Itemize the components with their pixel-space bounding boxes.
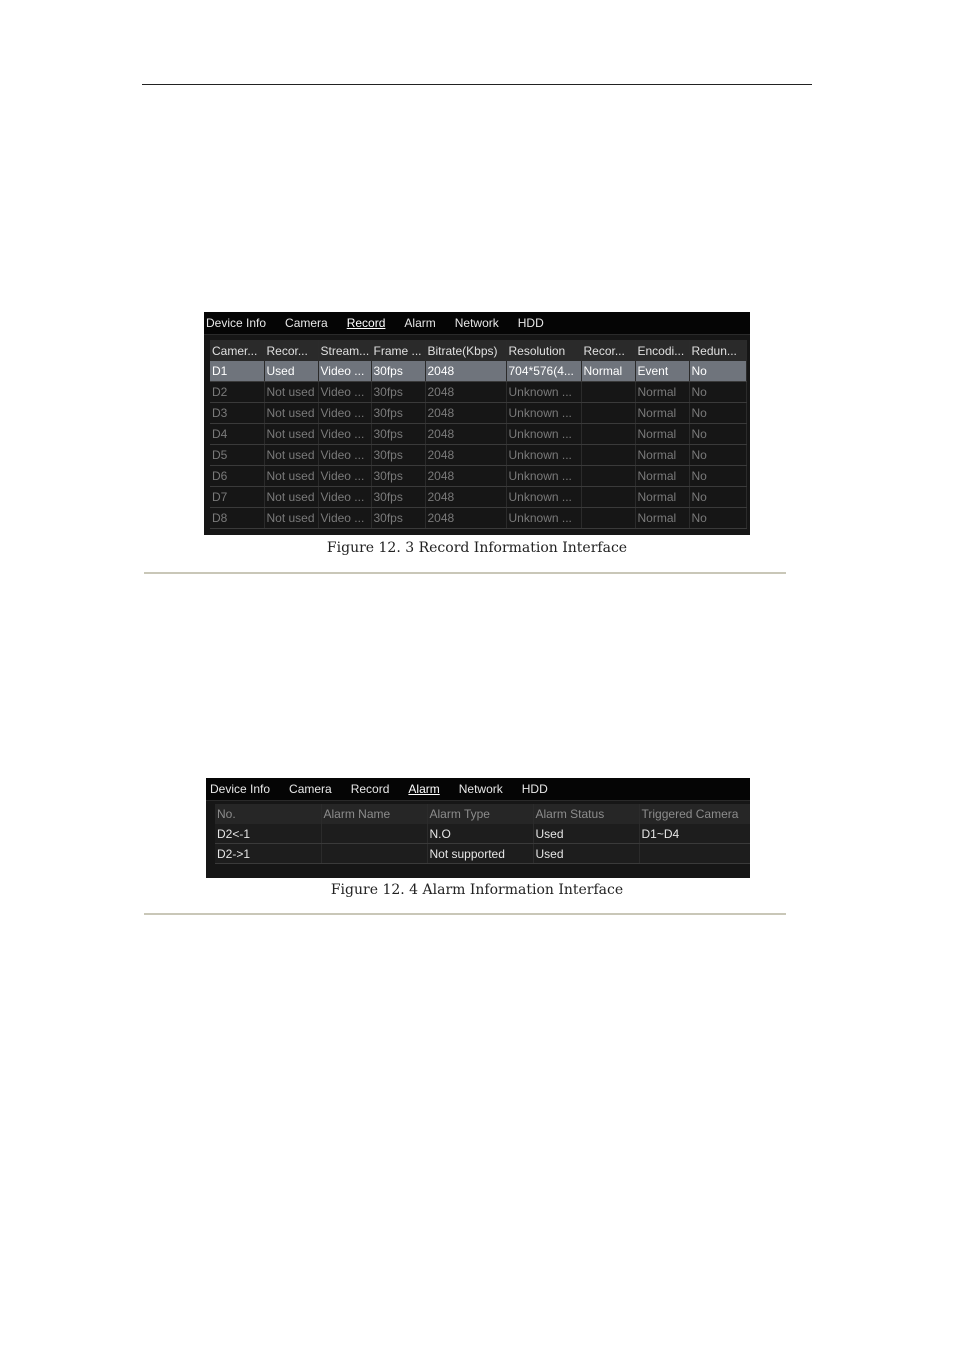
page-header-rule xyxy=(142,84,812,85)
table-row[interactable] xyxy=(210,361,746,382)
table-cell: Unknown ... xyxy=(506,487,581,508)
table-cell: Unknown ... xyxy=(506,403,581,424)
table-cell: Normal xyxy=(635,508,689,529)
figure-rule xyxy=(144,913,786,915)
table-cell: No xyxy=(689,445,746,466)
table-cell xyxy=(581,487,635,508)
tab-device-info[interactable]: Device Info xyxy=(206,316,267,330)
tab-network[interactable]: Network xyxy=(454,316,499,330)
table-cell xyxy=(321,824,427,844)
table-cell: Not used xyxy=(264,403,318,424)
table-row[interactable] xyxy=(210,403,746,424)
table-cell: 2048 xyxy=(425,403,506,424)
table-cell: Video ... xyxy=(318,445,371,466)
table-cell: 30fps xyxy=(371,487,425,508)
table-cell: D1~D4 xyxy=(639,824,750,844)
alarm-table xyxy=(215,804,750,864)
table-cell: Normal xyxy=(635,403,689,424)
table-cell: 30fps xyxy=(371,403,425,424)
table-row[interactable] xyxy=(210,508,746,529)
table-cell: Normal xyxy=(635,466,689,487)
table-cell: Not used xyxy=(264,445,318,466)
table-cell: Normal xyxy=(635,445,689,466)
table-cell: D8 xyxy=(210,508,264,529)
table-cell: Used xyxy=(533,824,639,844)
table-cell: Not used xyxy=(264,424,318,445)
figure-caption-alarm: Figure 12. 4 Alarm Information Interface xyxy=(330,882,624,898)
table-cell xyxy=(321,844,427,864)
table-cell xyxy=(581,508,635,529)
table-row[interactable] xyxy=(210,445,746,466)
alarm-info-panel xyxy=(206,778,750,878)
table-row[interactable] xyxy=(210,487,746,508)
table-cell: 30fps xyxy=(371,508,425,529)
table-cell: 2048 xyxy=(425,508,506,529)
tab-alarm[interactable]: Alarm xyxy=(408,782,440,796)
table-cell: Unknown ... xyxy=(506,466,581,487)
column-header[interactable]: Bitrate(Kbps) xyxy=(425,340,506,361)
record-tab-bar xyxy=(204,312,750,335)
table-row[interactable] xyxy=(210,382,746,403)
record-info-panel xyxy=(204,312,750,535)
column-header[interactable]: Encodi... xyxy=(635,340,689,361)
alarm-table-header xyxy=(215,804,750,824)
table-cell: Video ... xyxy=(318,487,371,508)
table-cell: Video ... xyxy=(318,361,371,382)
table-cell xyxy=(581,382,635,403)
table-cell: No xyxy=(689,382,746,403)
tab-network[interactable]: Network xyxy=(458,782,503,796)
column-header[interactable]: No. xyxy=(215,804,321,824)
table-cell: No xyxy=(689,424,746,445)
table-cell: Unknown ... xyxy=(506,508,581,529)
column-header[interactable]: Recor... xyxy=(581,340,635,361)
table-cell: Event xyxy=(635,361,689,382)
table-cell: D6 xyxy=(210,466,264,487)
figure-caption-record: Figure 12. 3 Record Information Interface xyxy=(326,540,628,556)
table-cell: No xyxy=(689,361,746,382)
column-header[interactable]: Alarm Status xyxy=(533,804,639,824)
table-cell: D7 xyxy=(210,487,264,508)
table-cell: N.O xyxy=(427,824,533,844)
table-cell: 2048 xyxy=(425,487,506,508)
table-cell: 2048 xyxy=(425,382,506,403)
table-cell: Normal xyxy=(635,382,689,403)
table-cell: 2048 xyxy=(425,466,506,487)
column-header[interactable]: Redun... xyxy=(689,340,746,361)
tab-camera[interactable]: Camera xyxy=(285,316,328,330)
figure-rule xyxy=(144,572,786,574)
tab-hdd[interactable]: HDD xyxy=(517,316,544,330)
table-row[interactable] xyxy=(215,844,750,864)
column-header[interactable]: Resolution xyxy=(506,340,581,361)
column-header[interactable]: Stream... xyxy=(318,340,371,361)
table-cell xyxy=(581,466,635,487)
tab-record[interactable]: Record xyxy=(350,782,390,796)
table-cell xyxy=(581,424,635,445)
table-cell: D4 xyxy=(210,424,264,445)
table-row[interactable] xyxy=(210,466,746,487)
table-cell: Normal xyxy=(581,361,635,382)
table-cell xyxy=(639,844,750,864)
table-cell: 30fps xyxy=(371,361,425,382)
table-cell: D2->1 xyxy=(215,844,321,864)
table-cell: Unknown ... xyxy=(506,382,581,403)
tab-camera[interactable]: Camera xyxy=(289,782,332,796)
table-cell: 30fps xyxy=(371,424,425,445)
table-cell: No xyxy=(689,403,746,424)
table-cell: No xyxy=(689,487,746,508)
table-cell: No xyxy=(689,466,746,487)
column-header[interactable]: Recor... xyxy=(264,340,318,361)
column-header[interactable]: Camer... xyxy=(210,340,264,361)
table-cell: 30fps xyxy=(371,445,425,466)
column-header[interactable]: Triggered Camera xyxy=(639,804,750,824)
table-cell: Not used xyxy=(264,382,318,403)
record-table xyxy=(210,340,747,529)
table-cell: Not used xyxy=(264,508,318,529)
table-cell: 30fps xyxy=(371,382,425,403)
table-cell: Used xyxy=(533,844,639,864)
table-cell: 704*576(4... xyxy=(506,361,581,382)
table-cell: Video ... xyxy=(318,424,371,445)
table-cell: No xyxy=(689,508,746,529)
table-cell: Normal xyxy=(635,424,689,445)
column-header[interactable]: Frame ... xyxy=(371,340,425,361)
table-cell: 30fps xyxy=(371,466,425,487)
table-cell: Unknown ... xyxy=(506,445,581,466)
table-cell: 2048 xyxy=(425,361,506,382)
table-cell: Video ... xyxy=(318,466,371,487)
table-cell: 2048 xyxy=(425,445,506,466)
table-cell: D2 xyxy=(210,382,264,403)
table-cell: D3 xyxy=(210,403,264,424)
table-cell: Not used xyxy=(264,466,318,487)
column-header[interactable]: Alarm Type xyxy=(427,804,533,824)
table-cell: Video ... xyxy=(318,403,371,424)
table-cell: Normal xyxy=(635,487,689,508)
table-cell: Not supported xyxy=(427,844,533,864)
tab-record[interactable]: Record xyxy=(346,316,386,330)
table-cell: D5 xyxy=(210,445,264,466)
table-cell: Used xyxy=(264,361,318,382)
table-cell: Not used xyxy=(264,487,318,508)
table-cell: 2048 xyxy=(425,424,506,445)
table-cell xyxy=(581,403,635,424)
table-cell: D1 xyxy=(210,361,264,382)
table-cell: Video ... xyxy=(318,508,371,529)
record-table-header xyxy=(210,340,746,361)
table-cell: Unknown ... xyxy=(506,424,581,445)
alarm-tab-bar xyxy=(206,778,750,801)
tab-alarm[interactable]: Alarm xyxy=(404,316,436,330)
table-cell xyxy=(581,445,635,466)
column-header[interactable]: Alarm Name xyxy=(321,804,427,824)
tab-hdd[interactable]: HDD xyxy=(521,782,548,796)
table-row[interactable] xyxy=(215,824,750,844)
table-cell: D2<-1 xyxy=(215,824,321,844)
tab-device-info[interactable]: Device Info xyxy=(210,782,271,796)
table-cell: Video ... xyxy=(318,382,371,403)
table-row[interactable] xyxy=(210,424,746,445)
